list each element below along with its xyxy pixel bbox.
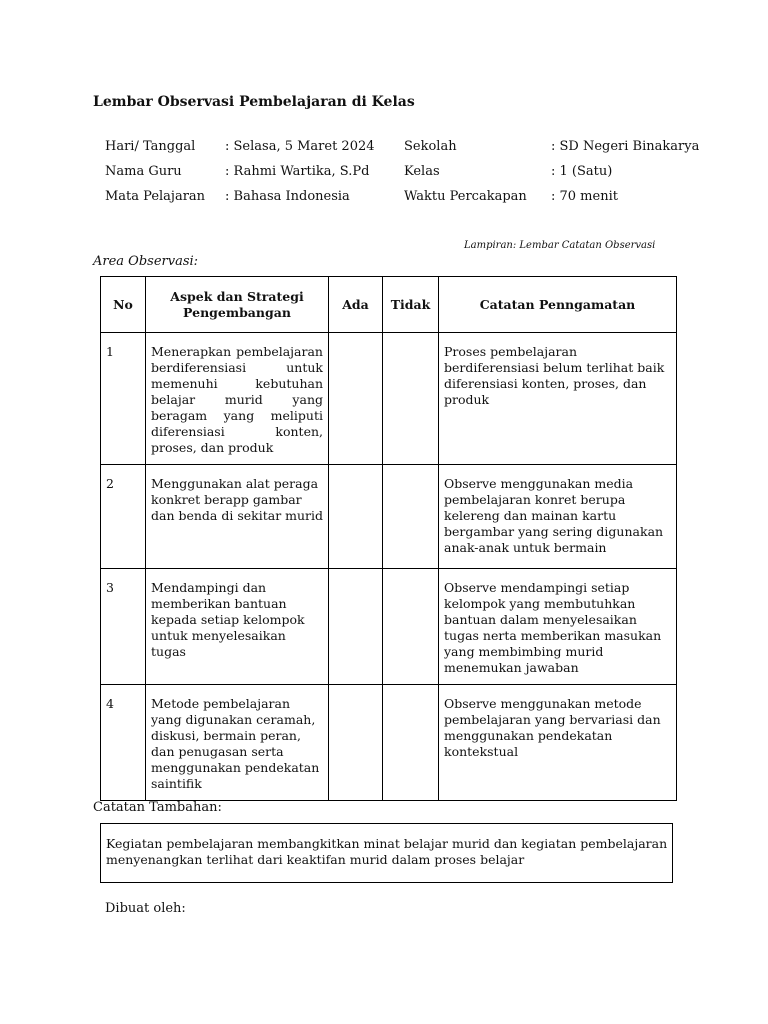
catatan-tambahan-label: Catatan Tambahan: — [93, 800, 222, 815]
info-label-sekolah: Sekolah — [404, 139, 457, 154]
cell-catatan: Observe mendampingi setiap kelompok yang membutuhkan bantuan dalam menyelesaikan tugas nerta memberikan masukan yang membimbing murid menemukan jawaban — [439, 569, 677, 685]
cell-tidak — [383, 465, 439, 569]
header-no: No — [101, 277, 146, 333]
header-ada: Ada — [329, 277, 383, 333]
area-observasi-label: Area Observasi: — [93, 254, 199, 269]
table-row — [101, 685, 677, 801]
cell-catatan: Observe menggunakan media pembelajaran konret berupa kelereng dan mainan kartu bergambar yang sering digunakan anak-anak untuk bermain — [439, 465, 677, 569]
cell-tidak — [383, 685, 439, 801]
info-value-nama-guru: : Rahmi Wartika, S.Pd — [225, 164, 370, 179]
info-label-waktu: Waktu Percakapan — [404, 189, 527, 204]
table-header-row — [101, 277, 677, 333]
cell-ada — [329, 333, 383, 465]
info-label-mata-pelajaran: Mata Pelajaran — [105, 189, 206, 204]
observation-table — [100, 276, 677, 801]
cell-aspek: Menggunakan alat peraga konkret berapp gambar dan benda di sekitar murid — [146, 465, 329, 569]
cell-aspek: Metode pembelajaran yang digunakan ceramah, diskusi, bermain peran, dan penugasan serta menggunakan pendekatan saintifik — [146, 685, 329, 801]
table-row — [101, 333, 677, 465]
cell-no: 3 — [101, 569, 146, 685]
dibuat-oleh-label: Dibuat oleh: — [105, 901, 186, 916]
header-aspek: Aspek dan Strategi Pengembangan — [146, 277, 329, 333]
cell-no: 1 — [101, 333, 146, 465]
cell-ada — [329, 465, 383, 569]
info-value-kelas: : 1 (Satu) — [551, 164, 613, 179]
cell-aspek: Menerapkan pembelajaran berdiferensiasi untuk memenuhi kebutuhan belajar murid yang beragam yang meliputi diferensiasi konten, proses, dan produk — [146, 333, 329, 465]
info-value-hari-tanggal: : Selasa, 5 Maret 2024 — [225, 139, 375, 154]
info-value-mata-pelajaran: : Bahasa Indonesia — [225, 189, 350, 204]
catatan-tambahan-box: Kegiatan pembelajaran membangkitkan minat belajar murid dan kegiatan pembelajaran menyenangkan terlihat dari keaktifan murid dalam proses belajar — [100, 823, 673, 883]
header-catatan: Catatan Penngamatan — [439, 277, 677, 333]
cell-catatan: Observe menggunakan metode pembelajaran yang bervariasi dan menggunakan pendekatan kontekstual — [439, 685, 677, 801]
table-row — [101, 569, 677, 685]
info-value-sekolah: : SD Negeri Binakarya — [551, 139, 700, 154]
cell-tidak — [383, 569, 439, 685]
info-label-hari-tanggal: Hari/ Tanggal — [105, 139, 196, 154]
cell-catatan: Proses pembelajaran berdiferensiasi belum terlihat baik diferensiasi konten, proses, dan produk — [439, 333, 677, 465]
cell-tidak — [383, 333, 439, 465]
cell-aspek: Mendampingi dan memberikan bantuan kepada setiap kelompok untuk menyelesaikan tugas — [146, 569, 329, 685]
header-tidak: Tidak — [383, 277, 439, 333]
cell-no: 4 — [101, 685, 146, 801]
cell-ada — [329, 685, 383, 801]
document-title: Lembar Observasi Pembelajaran di Kelas — [93, 94, 415, 110]
info-label-kelas: Kelas — [404, 164, 440, 179]
table-row — [101, 465, 677, 569]
lampiran-note: Lampiran: Lembar Catatan Observasi — [464, 240, 656, 251]
info-value-waktu: : 70 menit — [551, 189, 618, 204]
cell-ada — [329, 569, 383, 685]
cell-no: 2 — [101, 465, 146, 569]
info-label-nama-guru: Nama Guru — [105, 164, 182, 179]
